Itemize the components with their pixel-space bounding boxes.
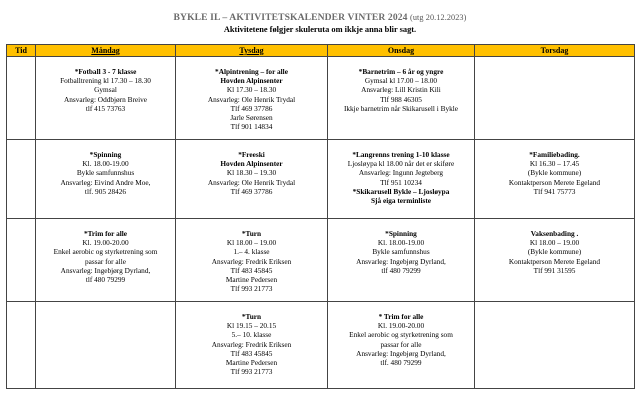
activity-line: passar for alle [380, 339, 422, 349]
activity-line: Tlf 483 45845 [230, 265, 273, 275]
activity-line: Tlf 988 46305 [380, 94, 422, 104]
activity-title: *Familiebading. [529, 150, 580, 159]
activity-cell-monday [36, 140, 176, 219]
time-cell [7, 219, 36, 302]
activity-line: 5.– 10. klasse [231, 330, 272, 340]
activity-line: Tlf 469 37786 [230, 186, 273, 196]
activity-line: Ansvarleg: Eivind Andre Moe, [60, 177, 151, 187]
activity-line: Bykle samfunnshus [372, 247, 430, 257]
table-row [7, 219, 635, 302]
column-header-tuesday [176, 45, 328, 57]
activity-line: Kontaktperson Merete Egeland [508, 256, 601, 266]
activity-title: Vaksenbading . [530, 229, 579, 238]
activity-line: tlf. 480 79299 [380, 358, 422, 368]
activity-line: Ansvarleg: Ingebjørg Dyrland, [60, 265, 151, 275]
table-row [7, 57, 635, 140]
document-title [0, 12, 640, 23]
activity-title: *Spinning [385, 229, 417, 238]
activity-cell-tuesday [176, 219, 328, 302]
activity-cell-wednesday [328, 140, 475, 219]
activity-cell-wednesday [328, 302, 475, 389]
activity-line: tlf 480 79299 [381, 265, 421, 275]
activity-cell-thursday [475, 57, 635, 140]
activity-line: Ansvarleg: Ole Henrik Trydal [207, 94, 296, 104]
activity-cell-tuesday [176, 140, 328, 219]
activity-title: *Trim for alle [83, 229, 128, 238]
activity-line: Ansvarleg: Fredrik Eriksen [211, 256, 292, 266]
column-header-wednesday: Onsdag [328, 45, 475, 57]
activity-line: Kl 19.15 – 20.15 [226, 321, 277, 331]
activity-line: Kl 16.30 – 17.45 [529, 159, 580, 169]
activity-line: Ikkje barnetrim når Skikarusell i Bykle [343, 103, 459, 113]
activity-line: Kl. 18.00-19.00 [82, 159, 129, 169]
activity-line: Kl 18.00 – 19.00 [226, 238, 277, 248]
activity-cell-wednesday [328, 219, 475, 302]
activity-line: Tlf 901 14834 [230, 122, 273, 132]
activity-line: Ansvarleg: Ole Henrik Trydal [207, 177, 296, 187]
activity-line: Sjå eiga terminliste [371, 196, 431, 206]
time-cell [7, 57, 36, 140]
activity-line: Ansvarleg: Ingunn Jegteberg [358, 168, 444, 178]
time-cell [7, 302, 36, 389]
activity-line: (Bykle kommune) [527, 168, 582, 178]
activity-line: Fotballtrening kl 17.30 – 18.30 [60, 76, 151, 86]
table-row [7, 302, 635, 389]
activity-title: *Skikarusell Bykle – Ljosløypa [352, 186, 450, 196]
activity-line: Ansvarleg: Fredrik Eriksen [211, 339, 292, 349]
activity-line: Kl. 18.00-19.00 [377, 238, 425, 248]
activity-cell-tuesday [176, 302, 328, 389]
activity-title: *Freeski [238, 150, 265, 159]
activity-line: Ansvarleg: Lill Kristin Kili [361, 85, 441, 95]
title-text: BYKLE IL – AKTIVITETSKALENDER VINTER 2024 [173, 12, 408, 23]
update-note: (utg 20.12.2023) [410, 13, 467, 22]
document-subtitle: Aktivitetene følgjer skuleruta om ikkje anna blir sagt. [223, 25, 417, 34]
activity-line: Enkel aerobic og styrketrening som [349, 330, 453, 340]
activity-title: *Barnetrim – 6 år og yngre [358, 67, 444, 76]
monday-label: Måndag [91, 46, 120, 55]
activity-line: Ansvarleg: Ingebjørg Dyrland, [356, 348, 446, 358]
activity-line: Enkel aerobic og styrketrening som [53, 247, 158, 257]
activity-line: Kontaktperson Merete Egeland [508, 177, 601, 187]
activity-line: Tlf 993 21773 [230, 284, 273, 294]
activity-line: Gymsal [94, 85, 117, 95]
activity-cell-thursday [475, 302, 635, 389]
activity-title: *Langrenns trening 1-10 klasse [352, 150, 450, 159]
table-header-row [7, 45, 635, 57]
activity-line: (Bykle kommune) [527, 247, 582, 257]
activity-line: Tlf 469 37786 [230, 103, 273, 113]
activity-line: Kl 18.00 – 19.00 [529, 238, 580, 248]
activity-line: tlf. 905 28426 [84, 186, 127, 196]
tuesday-label: Tysdag [239, 46, 264, 55]
activity-line: Tlf 991 31595 [533, 265, 576, 275]
activity-title: *Alpintrening – for alle [215, 67, 288, 76]
activity-line: Gymsal kl 17.00 – 18.00 [364, 76, 438, 86]
activity-calendar-table [6, 44, 635, 389]
activity-line: tlf 480 79299 [85, 275, 126, 285]
activity-title: * Trim for alle [378, 312, 424, 321]
activity-line: Tlf 993 21773 [230, 367, 273, 377]
table-row [7, 140, 635, 219]
activity-title: *Turn [241, 312, 262, 321]
activity-line: Kl 17.30 – 18.30 [226, 85, 277, 95]
activity-cell-monday [36, 302, 176, 389]
activity-line: 1.– 4. klasse [233, 247, 270, 257]
column-header-thursday: Torsdag [475, 45, 635, 57]
time-cell [7, 140, 36, 219]
activity-line: Kl. 19.00-20.00 [82, 238, 129, 248]
activity-line: Bykle samfunnshus [76, 168, 135, 178]
activity-title: *Fotball 3 - 7 klasse [74, 67, 137, 76]
activity-line: Ansvarleg: Ingebjørg Dyrland, [356, 256, 446, 266]
activity-cell-wednesday [328, 57, 475, 140]
activity-line: Martine Pedersen [225, 275, 278, 285]
activity-cell-monday [36, 219, 176, 302]
activity-line: Ljosløypa kl 18.00 når det er skiføre [347, 159, 455, 169]
activity-line: Tlf 941 75773 [533, 186, 576, 196]
activity-cell-thursday [475, 140, 635, 219]
activity-line: Ansvarleg: Oddbjørn Breive [63, 94, 148, 104]
activity-line: tlf 415 73763 [85, 103, 126, 113]
column-header-time: Tid [7, 45, 36, 57]
activity-cell-thursday [475, 219, 635, 302]
activity-cell-tuesday [176, 57, 328, 140]
activity-line: Hovden Alpinsenter [220, 159, 283, 169]
activity-line: Tlf 483 45845 [230, 348, 273, 358]
activity-line: Jarle Sørensen [230, 113, 273, 123]
activity-line: Martine Pedersen [225, 358, 278, 368]
activity-title: *Spinning [89, 150, 122, 159]
activity-cell-monday [36, 57, 176, 140]
activity-line: Kl. 19.00-20.00 [377, 321, 425, 331]
activity-line: Kl 18.30 – 19.30 [226, 168, 277, 178]
activity-line: Tlf 951 10234 [380, 177, 422, 187]
activity-title: *Turn [241, 229, 262, 238]
activity-line: passar for alle [85, 256, 126, 266]
column-header-monday [36, 45, 176, 57]
activity-line: Hovden Alpinsenter [220, 76, 283, 86]
